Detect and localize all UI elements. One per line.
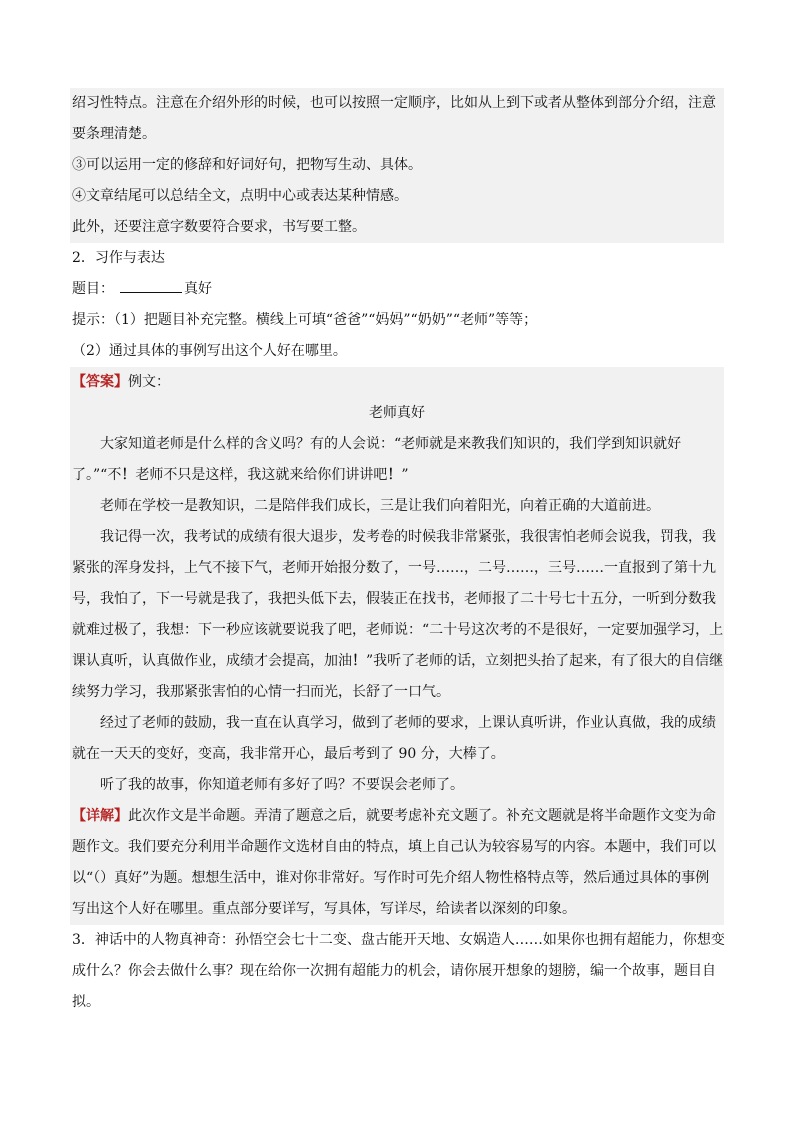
detail-line: 以“（）真好”为题。想想生活中，谁对你非常好。写作时可先介绍人物性格特点等，然后通过具体的事例 bbox=[72, 870, 710, 886]
question-2 bbox=[70, 243, 724, 367]
answer-header bbox=[72, 367, 722, 398]
page-content bbox=[70, 88, 724, 1018]
detail-tag: 【详解】 bbox=[72, 808, 128, 824]
essay-text: ” bbox=[401, 467, 409, 483]
answer-block bbox=[70, 367, 724, 925]
essay-line: 经过了老师的鼓励，我一直在认真学习，做到了老师的要求，上课认真听讲，作业认真做，我的成绩 bbox=[100, 715, 716, 731]
essay-line: 紧张的浑身发抖，上气不接下气，老师开始报分数了，一号……，二号……，三号……一直报到了第十九 bbox=[72, 560, 716, 576]
detail-line bbox=[72, 801, 722, 832]
exclamation: ！ bbox=[387, 467, 402, 483]
text-line: ③可以运用一定的修辞和好词好句，把物写生动、具体。 bbox=[72, 157, 422, 173]
essay-line: 老师在学校一是教知识，二是陪伴我们成长，三是让我们向着阳光，向着正确的大道前进。 bbox=[100, 498, 660, 514]
answer-intro: 例文： bbox=[128, 374, 170, 390]
detail-line: 写出这个人好在哪里。重点部分要详写，写具体，写详尽，给读者以深刻的印象。 bbox=[72, 901, 576, 917]
exclamation: ！ bbox=[121, 467, 136, 483]
topic-line bbox=[72, 274, 722, 305]
question-line: 3．神话中的人物真神奇：孙悟空会七十二变、盘古能开天地、女娲造人……如果你也拥有超能力，你想变 bbox=[72, 932, 725, 948]
essay-line bbox=[72, 460, 722, 491]
essay-line bbox=[72, 646, 722, 677]
essay-text: 课认真听，认真做作业，成绩才会提高，加油 bbox=[72, 653, 352, 669]
text-line: ④文章结尾可以总结全文，点明中心或表达某种情感。 bbox=[72, 188, 408, 204]
essay-line: 就难过极了，我想：下一秒应该就要说我了吧，老师说：“二十号这次考的不是很好，一定要加强学习，上 bbox=[72, 622, 724, 638]
answer-tag: 【答案】 bbox=[72, 374, 128, 390]
essay-text: 老师不只是这样，我这就来给你们讲讲吧 bbox=[135, 467, 388, 483]
question-line: 拟。 bbox=[72, 994, 100, 1010]
essay-text: ”我听了老师的话，立刻把头抬了起来，有了很大的自信继 bbox=[366, 653, 724, 669]
exclamation: ！ bbox=[352, 653, 366, 669]
fill-blank bbox=[120, 277, 182, 293]
text-line: 此外，还要注意字数要符合要求，书写要工整。 bbox=[72, 219, 366, 235]
question-line: 成什么？你会去做什么事？现在给你一次拥有超能力的机会，请你展开想象的翅膀，编一个故事，题目自 bbox=[72, 963, 716, 979]
topic-label: 题目： bbox=[72, 281, 114, 297]
text-line: 要条理清楚。 bbox=[72, 126, 156, 142]
essay-line: 就在一天天的变好，变高，我非常开心，最后考到了 90 分，大棒了。 bbox=[72, 746, 505, 762]
method-block bbox=[70, 88, 724, 243]
text-line: 绍习性特点。注意在介绍外形的时候，也可以按照一定顺序，比如从上到下或者从整体到部分介绍，注意 bbox=[72, 95, 716, 111]
essay-line: 我记得一次，我考试的成绩有很大退步，发考卷的时候我非常紧张，我很害怕老师会说我，罚我，我 bbox=[100, 529, 716, 545]
detail-line: 题作文。我们要充分利用半命题作文选材自由的特点，填上自己认为较容易写的内容。本题中，我们可以 bbox=[72, 839, 716, 855]
question-3 bbox=[70, 925, 724, 1018]
essay-line: 大家知道老师是什么样的含义吗？有的人会说：“老师就是来教我们知识的，我们学到知识就好 bbox=[100, 436, 682, 452]
essay-line: 听了我的故事，你知道老师有多好了吗？不要误会老师了。 bbox=[100, 777, 464, 793]
essay-line: 续努力学习，我那紧张害怕的心情一扫而光，长舒了一口气。 bbox=[72, 684, 450, 700]
essay-line: 号，我怕了，下一号就是我了，我把头低下去，假装正在找书，老师报了二十号七十五分，一听到分数我 bbox=[72, 591, 716, 607]
detail-text: 此次作文是半命题。弄清了题意之后，就要考虑补充文题了。补充文题就是将半命题作文变为命 bbox=[128, 808, 716, 824]
question-title: 2．习作与表达 bbox=[72, 250, 165, 266]
essay-text: 了。”“不 bbox=[72, 467, 122, 483]
hint-line: 提示：（1）把题目补充完整。横线上可填“爸爸”“妈妈”“奶奶”“老师”等等； bbox=[72, 312, 538, 328]
hint-line: （2）通过具体的事例写出这个人好在哪里。 bbox=[72, 343, 347, 359]
topic-suffix: 真好 bbox=[184, 281, 212, 297]
essay-title: 老师真好 bbox=[369, 405, 425, 421]
